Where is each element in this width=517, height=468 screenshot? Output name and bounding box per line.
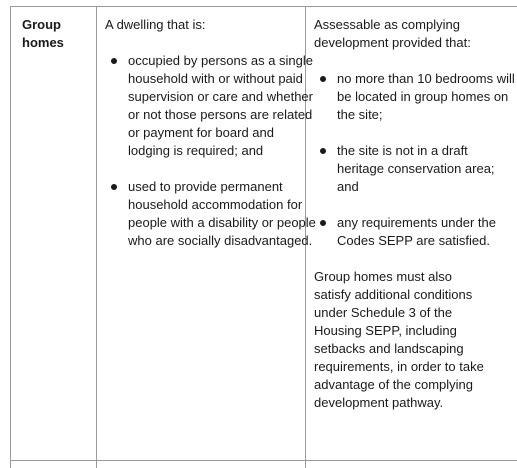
list-item-text: the site is not in a draft heritage conservation area; and [337, 143, 495, 194]
requirements-closing: Group homes must also satisfy additional conditions under Schedule 3 of the Housing SEPP, including setbacks and landscaping requirements, in order to take advantage of the complying development pathway. [314, 269, 484, 410]
list-item [314, 214, 517, 250]
term-label: Group homes [22, 17, 64, 50]
list-item [105, 178, 318, 250]
list-item [314, 70, 517, 124]
requirements-list [314, 70, 514, 250]
list-item [314, 142, 517, 196]
bullet-icon [320, 148, 326, 154]
list-item [105, 52, 318, 160]
bullet-icon [320, 76, 326, 82]
bullet-icon [111, 184, 117, 190]
table-left-border [10, 6, 11, 468]
definition-cell [105, 16, 316, 250]
list-item-text: any requirements under the Codes SEPP are satisfied. [337, 215, 496, 248]
term-cell [22, 16, 92, 52]
definition-list [105, 52, 316, 250]
bullet-icon [320, 220, 326, 226]
requirements-cell [314, 16, 514, 412]
list-item-text: used to provide permanent household accommodation for people with a disability or people who are socially disadvantaged. [128, 179, 316, 248]
list-item-text: no more than 10 bedrooms will be located in group homes on the site; [337, 71, 515, 122]
definition-intro: A dwelling that is: [105, 17, 206, 32]
table-row-divider [10, 460, 517, 461]
bullet-icon [111, 58, 117, 64]
table-top-border [10, 6, 517, 7]
column-divider-1 [96, 6, 97, 468]
list-item-text: occupied by persons as a single household with or without paid supervision or care and whether or not those persons are related or payment for board and lodging is required; and [128, 53, 314, 158]
requirements-intro: Assessable as complying development provided that: [314, 17, 471, 50]
